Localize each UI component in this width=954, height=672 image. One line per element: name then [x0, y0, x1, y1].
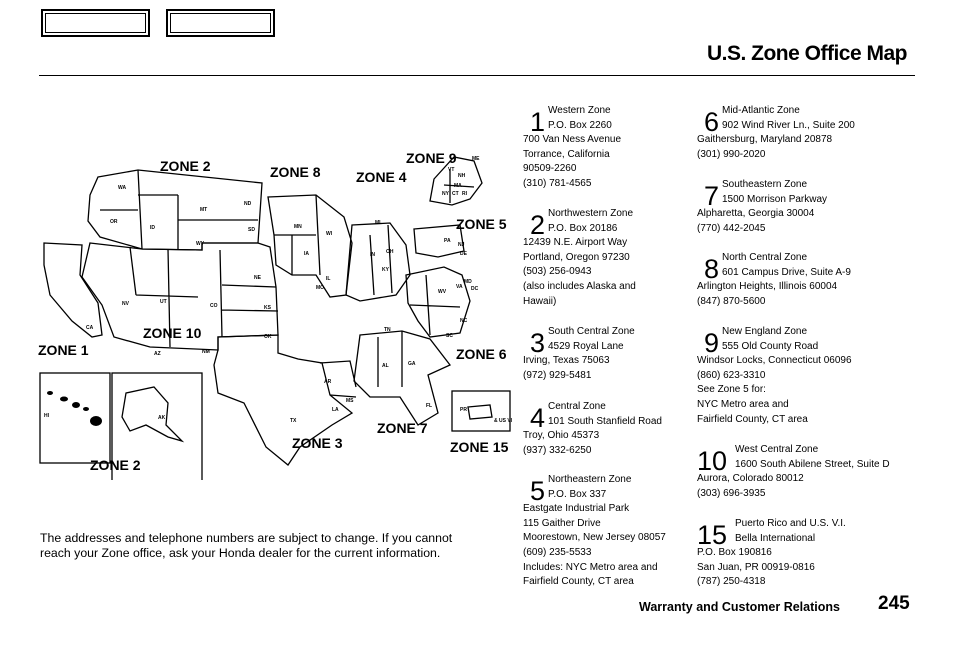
zone-address-line: 12439 N.E. Airport Way	[523, 237, 628, 249]
nav-button-next[interactable]	[166, 9, 275, 37]
zone-address-line: West Central Zone	[735, 444, 819, 455]
zone-address-line: Moorestown, New Jersey 08057	[523, 532, 666, 544]
state-label: AK	[158, 415, 166, 421]
state-label: PA	[444, 238, 451, 244]
zone-address-line: 115 Gaither Drive	[523, 517, 601, 529]
zone-address-line: Portland, Oregon 97230	[523, 251, 630, 263]
zone-number: 3	[530, 328, 546, 358]
state-label: AL	[382, 363, 389, 369]
zone-address-line: See Zone 5 for:	[697, 384, 766, 396]
state-label: VA	[456, 284, 463, 290]
state-label: HI	[44, 413, 49, 419]
zone-entry-6	[697, 104, 855, 162]
zone-address-line: New England Zone	[722, 326, 808, 337]
zone-address-line: P.O. Box 190816	[697, 547, 772, 559]
zone-address-line: Gaithersburg, Maryland 20878	[697, 134, 833, 146]
state-label: OK	[264, 334, 272, 340]
zone-entry-5	[523, 473, 666, 590]
state-label: WA	[118, 185, 127, 191]
state-label: PR	[460, 407, 467, 413]
zone-address-line: 4529 Royal Lane	[548, 340, 624, 352]
zone-address-line: Bella International	[735, 532, 816, 544]
zone-address-line: Western Zone	[548, 105, 611, 116]
state-label: ME	[472, 156, 480, 162]
zone-entry-1	[523, 104, 621, 192]
zone-address-line: (847) 870-5600	[697, 295, 766, 307]
state-label: UT	[160, 299, 167, 305]
zone-address-line: Arlington Heights, Illinois 60004	[697, 281, 838, 293]
state-label: ID	[150, 225, 155, 231]
state-label: WV	[438, 289, 447, 295]
zone-label-10: ZONE 10	[143, 325, 202, 341]
zone-address-line: NYC Metro area and	[697, 398, 789, 410]
section-footer: Warranty and Customer Relations	[639, 600, 840, 614]
zone-entry-4	[523, 400, 662, 458]
zone-entry-15	[697, 517, 846, 590]
zone-number: 4	[530, 403, 546, 433]
zone-label-4: ZONE 4	[356, 169, 407, 185]
state-label: NC	[460, 318, 468, 324]
state-label: LA	[332, 407, 339, 413]
state-label: NY	[442, 191, 449, 197]
state-label: MO	[316, 285, 325, 291]
zone-address-line: 1500 Morrison Parkway	[722, 193, 828, 205]
zone-address-line: Eastgate Industrial Park	[523, 503, 630, 515]
state-label: MI	[375, 220, 381, 226]
zone-address-line: P.O. Box 337	[548, 488, 607, 500]
zone-address-line: P.O. Box 20186	[548, 222, 618, 234]
zone-entry-3	[523, 325, 635, 383]
zone-address-line: Southeastern Zone	[722, 179, 808, 190]
zone-address-line: 555 Old County Road	[722, 340, 819, 352]
state-label: DC	[471, 286, 479, 292]
zone-address-line: Mid-Atlantic Zone	[722, 105, 800, 116]
state-label: AR	[324, 379, 332, 385]
zone-entry-7	[697, 178, 827, 236]
state-label: TN	[384, 327, 391, 333]
state-label: MN	[294, 224, 302, 230]
header-rule	[39, 75, 915, 76]
state-label: MS	[346, 398, 354, 404]
zone-address-line: Windsor Locks, Connecticut 06096	[697, 355, 852, 367]
state-label: TX	[290, 418, 297, 424]
state-label: NM	[202, 349, 210, 355]
zone-address-line: Troy, Ohio 45373	[523, 430, 600, 442]
zone-address-line: (770) 442-2045	[697, 222, 766, 234]
zone-address-line: Central Zone	[548, 401, 606, 412]
hawaii-islands	[47, 391, 102, 426]
zone-label-5: ZONE 5	[456, 216, 507, 232]
zone-address-line: Puerto Rico and U.S. V.I.	[735, 518, 846, 529]
zone-address-line: Northwestern Zone	[548, 208, 634, 219]
zone-address-line: Fairfield County, CT area	[697, 413, 808, 425]
state-label: NE	[254, 275, 261, 281]
state-label: IA	[304, 251, 309, 257]
state-label: MT	[200, 207, 208, 213]
zone-address-line: (310) 781-4565	[523, 177, 592, 189]
zone-number: 5	[530, 476, 546, 506]
state-label: NH	[458, 173, 466, 179]
state-label: CT	[452, 191, 459, 197]
zone-address-line: Hawaii)	[523, 295, 557, 307]
zone-address-line: 700 Van Ness Avenue	[523, 134, 622, 146]
zone-label-8: ZONE 8	[270, 164, 321, 180]
page-number: 245	[878, 593, 910, 614]
zone-number: 10	[697, 446, 728, 476]
zone-address-line: Alpharetta, Georgia 30004	[697, 208, 815, 220]
zone-address-line: Includes: NYC Metro area and	[523, 561, 658, 573]
zone-map	[30, 125, 515, 480]
zone-address-line: Fairfield County, CT area	[523, 576, 634, 588]
nav-button-previous[interactable]	[41, 9, 150, 37]
zone-address-line: (also includes Alaska and	[523, 280, 636, 292]
zone-address-line: (609) 235-5533	[523, 546, 592, 558]
state-label: AZ	[154, 351, 161, 357]
zone-address-line: Torrance, California	[523, 148, 610, 160]
state-label: WI	[326, 231, 333, 237]
zone-address-line: Northeastern Zone	[548, 474, 632, 485]
state-label: CA	[86, 325, 94, 331]
zone-number: 9	[704, 328, 720, 358]
zone-address-line: 601 Campus Drive, Suite A-9	[722, 266, 851, 278]
state-label: KS	[264, 305, 271, 311]
state-label: GA	[408, 361, 416, 367]
zone-label-2: ZONE 2	[160, 158, 211, 174]
state-label: CO	[210, 303, 218, 309]
zone-entry-2	[523, 207, 636, 309]
state-label: RI	[462, 191, 467, 197]
zone-number: 6	[704, 107, 720, 137]
zone-label-7: ZONE 7	[377, 420, 428, 436]
zone-number: 15	[697, 520, 728, 550]
zone-number: 8	[704, 254, 720, 284]
state-label: IL	[326, 276, 331, 282]
zone-address-line: (972) 929-5481	[523, 369, 592, 381]
zone-label-6: ZONE 6	[456, 346, 507, 362]
zone-label-3: ZONE 3	[292, 435, 343, 451]
zone-label-2-alaska: ZONE 2	[90, 457, 141, 473]
zone-entry-10	[697, 443, 890, 501]
zone-label-15: ZONE 15	[450, 439, 509, 455]
zone-address-line: (860) 623-3310	[697, 369, 766, 381]
state-label: ND	[244, 201, 252, 207]
zone-address-line: P.O. Box 2260	[548, 119, 612, 131]
state-label: MA	[454, 183, 462, 189]
state-label: SD	[248, 227, 255, 233]
zone-number: 1	[530, 107, 546, 137]
zone-address-line: South Central Zone	[548, 326, 635, 337]
state-label: WY	[196, 241, 205, 247]
zone-number: 7	[704, 181, 720, 211]
state-label: FL	[426, 403, 433, 409]
state-label: KY	[382, 267, 389, 273]
zone-address-line: 1600 South Abilene Street, Suite D	[735, 458, 890, 470]
state-label: NJ	[458, 242, 465, 248]
zone-address-line: 902 Wind River Ln., Suite 200	[722, 119, 855, 131]
state-label: VT	[448, 167, 455, 173]
zone-address-line: Aurora, Colorado 80012	[697, 473, 804, 485]
zone-label-9: ZONE 9	[406, 150, 457, 166]
map-regions	[40, 157, 510, 480]
state-label: NV	[122, 301, 129, 307]
zone-entry-8	[697, 251, 851, 309]
zone-address-line: (787) 250-4318	[697, 576, 766, 588]
page-title: U.S. Zone Office Map	[706, 42, 907, 65]
zone-label-1: ZONE 1	[38, 342, 89, 358]
zone-address-line: 101 South Stanfield Road	[548, 415, 662, 427]
zone-address-line: (937) 332-6250	[523, 444, 592, 456]
state-label: IN	[370, 252, 375, 258]
zone-address-line: (301) 990-2020	[697, 148, 766, 160]
state-label: & US VI	[494, 418, 513, 424]
disclaimer-note: The addresses and telephone numbers are subject to change. If you cannot reach your Zone office, ask your Honda dealer for the current information.	[40, 531, 453, 560]
zone-address-line: (303) 696-3935	[697, 487, 766, 499]
state-label: SC	[446, 333, 453, 339]
state-label: OR	[110, 219, 118, 225]
zone-map-graphic	[30, 125, 515, 480]
state-label: MD	[464, 279, 472, 285]
zone-address-line: 90509-2260	[523, 163, 577, 175]
zone-address-line: Irving, Texas 75063	[523, 355, 610, 367]
zone-entry-9	[697, 325, 852, 427]
zone-address-line: San Juan, PR 00919-0816	[697, 561, 815, 573]
state-label: OH	[386, 249, 394, 255]
zone-number: 2	[530, 210, 546, 240]
zone-address-line: (503) 256-0943	[523, 266, 592, 278]
zone-address-line: North Central Zone	[722, 252, 808, 263]
state-label: DE	[460, 251, 467, 257]
